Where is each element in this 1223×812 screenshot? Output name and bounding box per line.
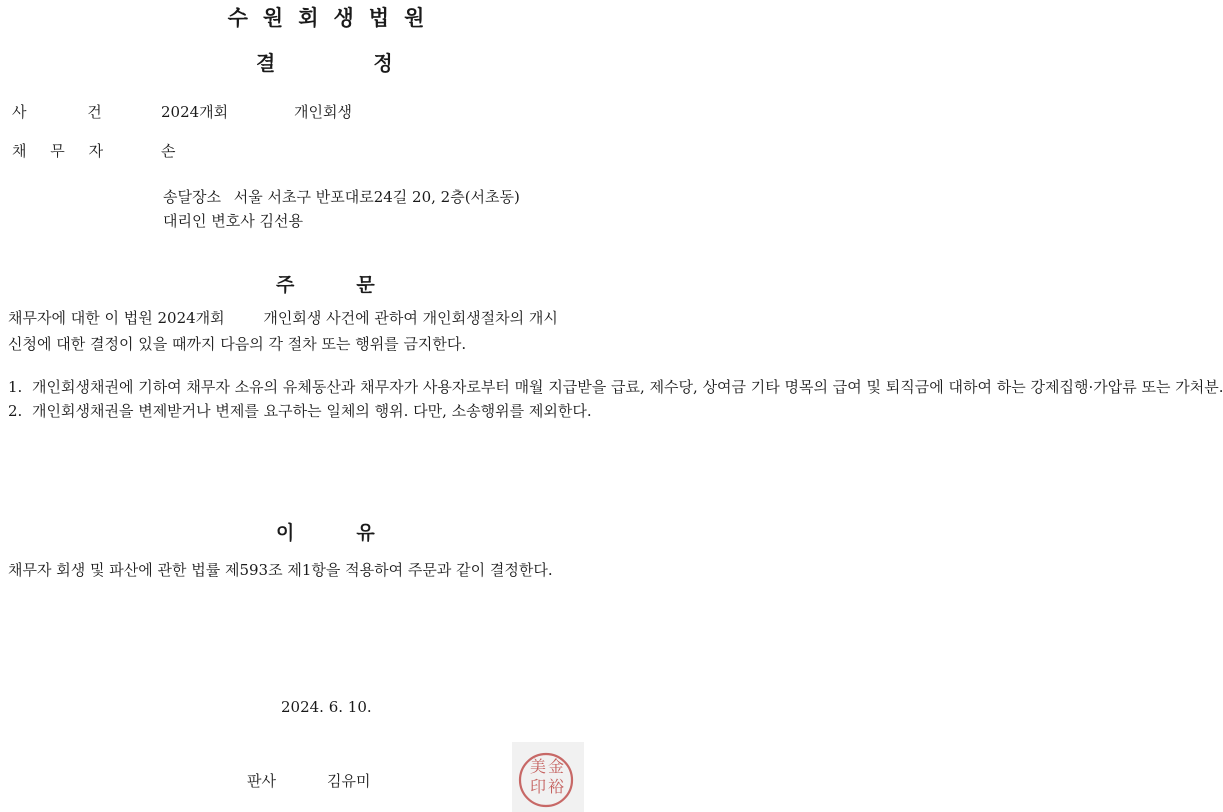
- seal-glyph: 金: [548, 757, 565, 776]
- reason-heading-char-1: 이: [276, 522, 295, 544]
- order-items: [8, 376, 1223, 423]
- document-title-char-1: 결: [256, 51, 276, 75]
- judge-title: 판사: [247, 772, 276, 790]
- service-address: 서울 서초구 반포대로24길 20, 2층(서초동): [233, 188, 520, 206]
- order-intro-line-2: 신청에 대한 결정이 있을 때까지 다음의 각 절차 또는 행위를 금지한다.: [8, 335, 467, 353]
- order-item-text: 개인회생채권을 변제받거나 변제를 요구하는 일체의 행위. 다만, 소송행위를 제외한다.: [32, 401, 592, 420]
- order-item: [8, 400, 644, 424]
- court-seal-stamp-icon: [512, 742, 584, 812]
- order-heading-char-1: 주: [276, 274, 295, 296]
- seal-glyph: 美: [530, 757, 547, 776]
- case-label-char-2: 건: [87, 103, 102, 121]
- order-item: [8, 376, 1223, 400]
- reason-heading-char-2: 유: [356, 522, 375, 544]
- case-label-char-1: 사: [12, 103, 27, 121]
- document-title-char-2: 정: [373, 51, 393, 75]
- order-intro-line-1: [8, 307, 558, 328]
- order-item-number: 1.: [8, 378, 23, 396]
- judge-name: 김유미: [327, 772, 371, 790]
- document-title: [256, 47, 393, 76]
- order-heading: [276, 270, 375, 297]
- seal-glyph: 裕: [548, 777, 565, 796]
- order-intro-part-1: 채무자에 대한 이 법원 2024개회: [8, 309, 225, 327]
- seal-glyph: 印: [530, 777, 547, 796]
- debtor-label: [12, 140, 103, 161]
- debtor-label-char-1: 채: [12, 142, 27, 160]
- debtor-name: 손: [161, 142, 176, 160]
- order-item-number: 2.: [8, 401, 23, 420]
- order-item-text: 개인회생채권에 기하여 채무자 소유의 유체동산과 채무자가 사용자로부터 매월 지급받을 급료, 제수당, 상여금 기타 명목의 급여 및 퇴직금에 대하여 하는 강제집행·가압류 또는 가처분.: [32, 378, 1223, 396]
- court-name: 수원회생법원: [227, 6, 440, 30]
- case-label: [12, 101, 102, 122]
- debtor-label-char-3: 자: [88, 142, 104, 160]
- reason-text: 채무자 회생 및 파산에 관한 법률 제593조 제1항을 적용하여 주문과 같이 결정한다.: [8, 561, 553, 579]
- decision-date: 2024. 6. 10.: [281, 698, 372, 716]
- case-name: 개인회생: [294, 103, 352, 121]
- service-label: 송달장소: [163, 188, 221, 206]
- order-heading-char-2: 문: [356, 274, 375, 296]
- case-number: 2024개회: [161, 103, 229, 121]
- debtor-label-char-2: 무: [50, 142, 65, 160]
- order-intro-part-2: 개인회생 사건에 관하여 개인회생절차의 개시: [263, 309, 558, 327]
- service-address-line: [163, 186, 520, 207]
- agent-line: 대리인 변호사 김선용: [163, 212, 303, 230]
- reason-heading: [276, 518, 375, 545]
